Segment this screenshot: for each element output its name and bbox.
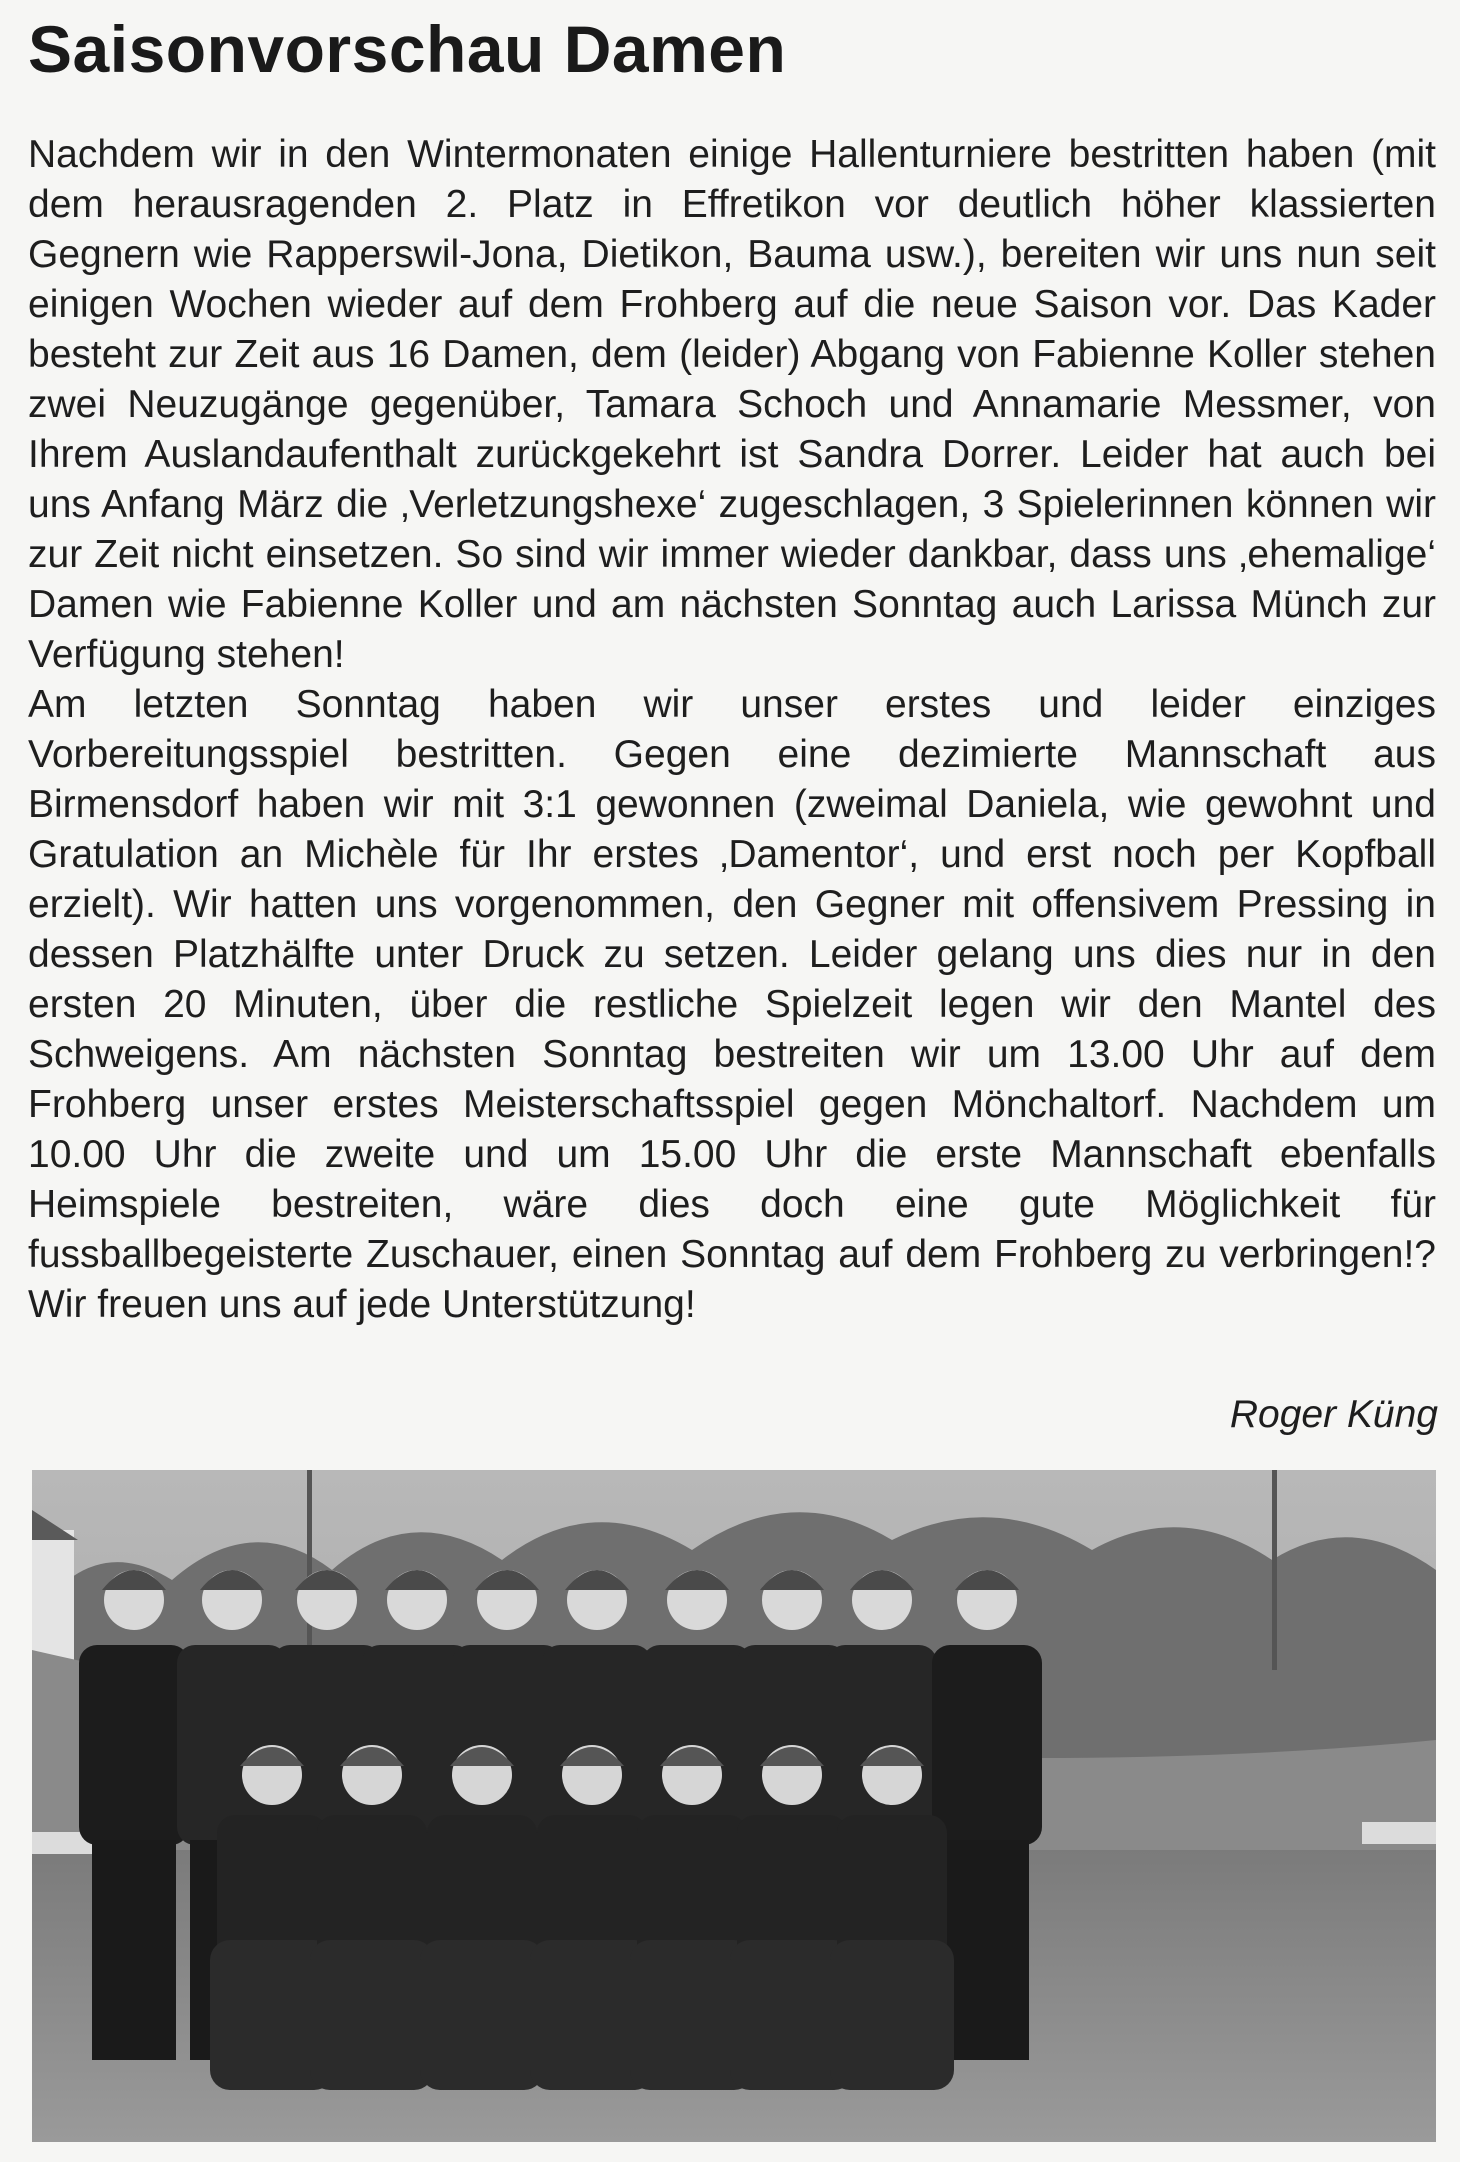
team-photo [32, 1470, 1436, 2142]
article-body [28, 130, 1436, 1330]
article-author: Roger Küng [1229, 1393, 1438, 1436]
article-title: Saisonvorschau Damen [28, 12, 787, 86]
paragraph-2: Am letzten Sonntag haben wir unser erstes und leider einziges Vorbereitungsspiel bestritten. Gegen eine dezimierte Mannschaft aus Birmensdorf haben wir mit 3:1 gewonnen (zweimal Daniela, wie gewohnt und Gratulation an Michèle für Ihr erstes ‚Damentor‘, und erst noch per Kopfball erzielt). Wir hatten uns vorgenommen, den Gegner mit offensivem Pressing in dessen Platzhälfte unter Druck zu setzen. Leider gelang uns dies nur in den ersten 20 Minuten, über die restliche Spielzeit legen wir den Mantel des Schweigens. Am nächsten Sonntag bestreiten wir um 13.00 Uhr auf dem Frohberg unser erstes Meisterschaftsspiel gegen Mönchaltorf. Nachdem um 10.00 Uhr die zweite und um 15.00 Uhr die erste Mannschaft ebenfalls Heimspiele bestreiten, wäre dies doch eine gute Möglichkeit für fussballbegeisterte Zuschauer, einen Sonntag auf dem Frohberg zu verbringen!? Wir freuen uns auf jede Unterstützung! [28, 683, 1436, 1326]
paragraph-1: Nachdem wir in den Wintermonaten einige Hallenturniere bestritten haben (mit dem herausragenden 2. Platz in Effretikon vor deutlich höher klassierten Gegnern wie Rapperswil-Jona, Dietikon, Bauma usw.), bereiten wir uns nun seit einigen Wochen wieder auf dem Frohberg auf die neue Saison vor. Das Kader besteht zur Zeit aus 16 Damen, dem (leider) Abgang von Fabienne Koller stehen zwei Neuzugänge gegenüber, Tamara Schoch und Annamarie Messmer, von Ihrem Auslandaufenthalt zurückgekehrt ist Sandra Dorrer. Leider hat auch bei uns Anfang März die ‚Verletzungshexe‘ zugeschlagen, 3 Spielerinnen können wir zur Zeit nicht einsetzen. So sind wir immer wieder dankbar, dass uns ‚ehemalige‘ Damen wie Fabienne Koller und am nächsten Sonntag auch Larissa Münch zur Verfügung stehen! [28, 133, 1436, 676]
